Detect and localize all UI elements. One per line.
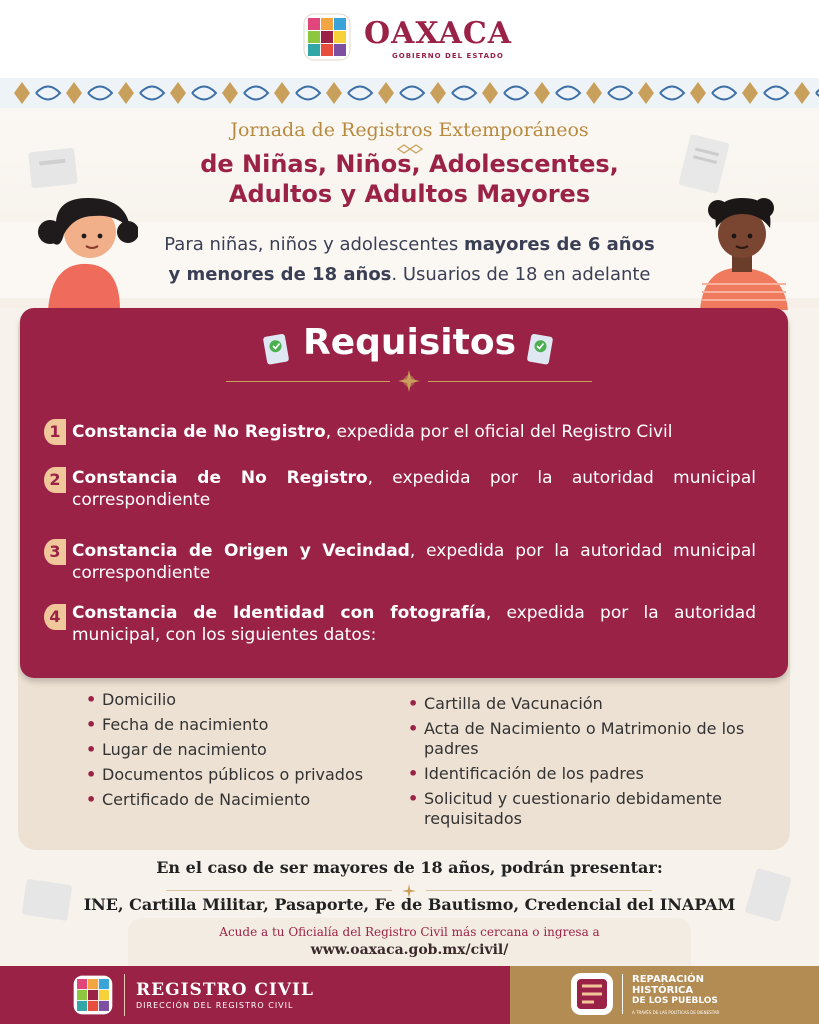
title-audience-line2: Adultos y Adultos Mayores	[228, 180, 591, 208]
requirement-number-3: 3	[44, 539, 66, 565]
girl-illustration	[34, 192, 138, 310]
brand-title: OAXACA	[364, 16, 513, 51]
data-list-right	[408, 694, 764, 834]
reparacion-line1: REPARACIÓN	[632, 974, 705, 985]
divider	[426, 890, 652, 891]
list-item: • Documentos públicos o privados	[86, 765, 376, 785]
title-audience-line1: de Niñas, Niños, Adolescentes,	[200, 150, 619, 178]
requirement-item-1: Constancia de No Registro, expedida por el oficial del Registro Civil	[72, 422, 673, 442]
registro-civil-title: REGISTRO CIVIL	[136, 980, 314, 1000]
list-item: • Solicitud y cuestionario debidamente requisitados	[408, 789, 764, 829]
visit-text: Acude a tu Oficialía del Registro Civil más cercana o ingresa a	[219, 925, 600, 939]
adults-documents: INE, Cartilla Militar, Pasaporte, Fe de Bautismo, Credencial del INAPAM	[83, 895, 736, 914]
reparacion-small: A TRAVÉS DE LAS POLÍTICAS DE BIENESTAR	[632, 1010, 720, 1015]
greca-border	[0, 78, 819, 108]
website-link[interactable]: www.oaxaca.gob.mx/civil/	[310, 942, 509, 958]
subtitle-line1: Para niñas, niños y adolescentes mayores de 6 años	[164, 234, 655, 255]
reparacion-line3: DE LOS PUEBLOS	[632, 996, 718, 1006]
list-item: • Cartilla de Vacunación	[408, 694, 764, 714]
list-item: • Lugar de nacimiento	[86, 740, 376, 760]
divider	[428, 381, 592, 382]
list-item: • Acta de Nacimiento o Matrimonio de los padres	[408, 719, 764, 759]
subtitle-line2: y menores de 18 años. Usuarios de 18 en adelante	[168, 264, 651, 285]
boy-illustration	[694, 192, 798, 310]
registro-civil-subtitle: DIRECCIÓN DEL REGISTRO CIVIL	[136, 1001, 294, 1010]
list-item: • Fecha de nacimiento	[86, 715, 376, 735]
divider	[166, 890, 392, 891]
reparacion-historica-logo	[570, 972, 614, 1016]
data-list-left	[86, 690, 376, 815]
list-item: • Domicilio	[86, 690, 376, 710]
title-event: Jornada de Registros Extemporáneos	[230, 119, 589, 141]
oaxaca-logo	[72, 974, 114, 1016]
requirement-item-4: Constancia de Identidad con fotografía, expedida por la autoridad municipal, con los siguientes datos:	[72, 603, 756, 645]
requirements-title: Requisitos	[302, 322, 516, 363]
requirement-number-4: 4	[44, 604, 66, 630]
requirement-item-3: Constancia de Origen y Vecindad, expedida por la autoridad municipal correspondiente	[72, 541, 756, 583]
divider	[622, 974, 623, 1014]
flower-ornament-icon	[397, 369, 421, 393]
list-item: • Certificado de Nacimiento	[86, 790, 376, 810]
divider	[124, 974, 125, 1016]
requirement-item-2: Constancia de No Registro, expedida por la autoridad municipal correspondiente	[72, 468, 756, 510]
reparacion-line2: HISTÓRICA	[632, 985, 694, 996]
adults-heading: En el caso de ser mayores de 18 años, podrán presentar:	[156, 858, 663, 877]
document-check-icon	[524, 332, 554, 366]
oaxaca-logo	[302, 12, 352, 62]
requirement-number-1: 1	[44, 419, 66, 445]
divider	[226, 381, 390, 382]
list-item: • Identificación de los padres	[408, 764, 764, 784]
brand-subtitle: GOBIERNO DEL ESTADO	[392, 52, 504, 60]
requirement-number-2: 2	[44, 467, 66, 493]
